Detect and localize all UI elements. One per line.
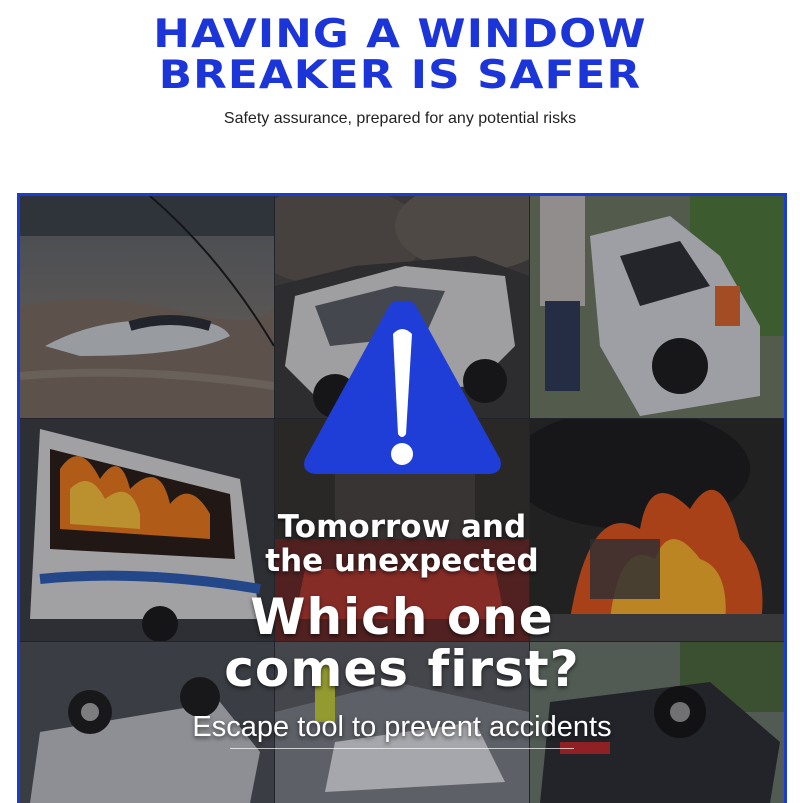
warning-triangle-icon <box>300 294 505 479</box>
tagline-lines <box>20 510 784 578</box>
accident-collage <box>17 193 787 803</box>
tagline-line-1: Tomorrow and <box>277 509 527 545</box>
question-line-2: comes first? <box>224 640 580 698</box>
caption-underline <box>230 748 574 749</box>
subtitle: Safety assurance, prepared for any potential risks <box>223 110 577 127</box>
question-line-1: Which one <box>250 588 554 646</box>
headline-line-2: BREAKER IS SAFER <box>158 53 642 98</box>
tagline-line-2: the unexpected <box>265 543 539 579</box>
escape-tool-caption: Escape tool to prevent accidents <box>192 711 612 743</box>
question-text <box>20 588 784 698</box>
headline <box>0 14 800 96</box>
headline-line-1: HAVING A WINDOW <box>153 12 647 57</box>
